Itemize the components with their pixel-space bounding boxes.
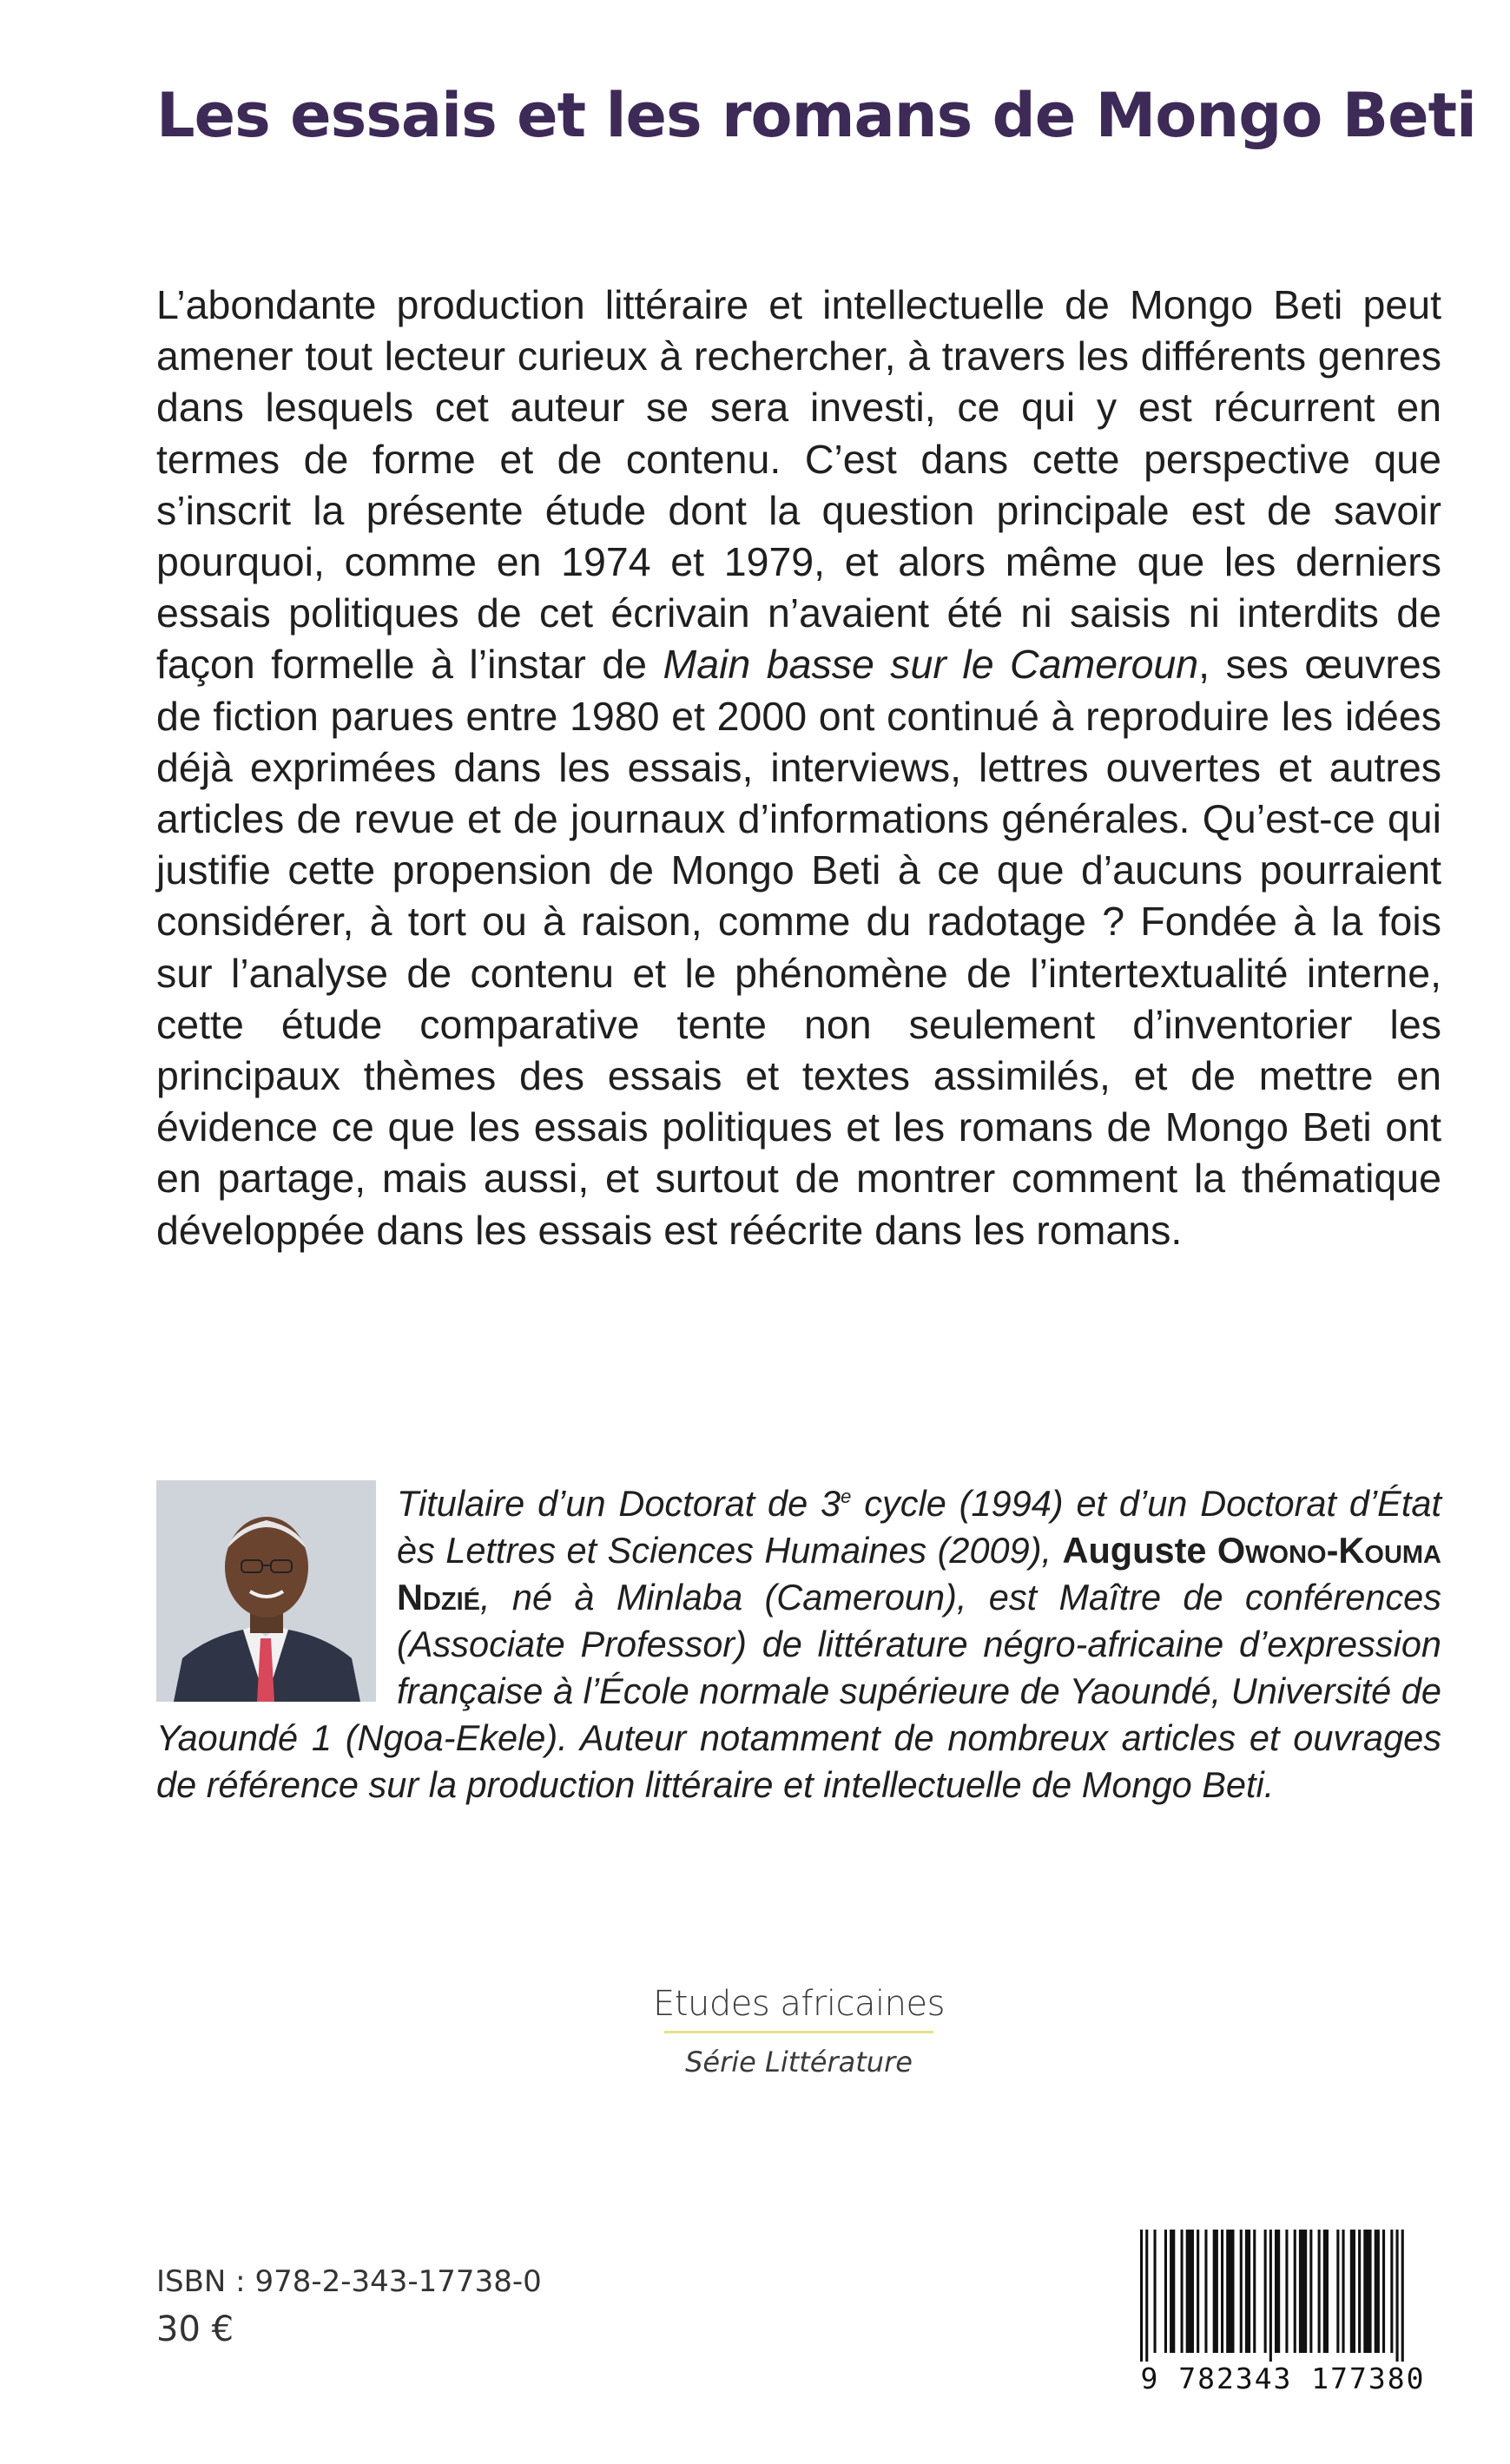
- author-first-name: Auguste: [1062, 1529, 1207, 1571]
- price: 30 €: [156, 2309, 234, 2349]
- barcode-bar: [1318, 2230, 1321, 2353]
- series-subseries: Série Littérature: [685, 2046, 913, 2079]
- barcode-bar: [1140, 2230, 1143, 2362]
- barcode-bars: [1124, 2223, 1441, 2362]
- barcode-bar: [1164, 2230, 1167, 2353]
- barcode-bar: [1154, 2230, 1157, 2353]
- barcode-bar: [1342, 2230, 1345, 2353]
- barcode-bar: [1170, 2230, 1175, 2353]
- barcode-bar: [1204, 2230, 1207, 2353]
- barcode-bar: [1323, 2230, 1329, 2353]
- barcode-bar: [1145, 2230, 1148, 2362]
- summary-text-part2: , ses œuvres de fiction parues entre 1980 et 2000 ont continué à reproduire les idées déjà exprimées dans les essais, interviews, lettres ouvertes et autres articles de revue et de journaux d’informations générales. Qu’est-ce qui justifie cette propension de Mongo Beti à ce que d’aucuns pourraient considérer, à tort ou à raison, comme du radotage ? Fondée à la fois sur l’analyse de contenu et le phénomène de l’intertextualité interne, cette étude comparative tente non seulement d’inventorier les principaux thèmes des essais et textes assimilés, et de mettre en évidence ce que les essais politiques et les romans de Mongo Beti ont en partage, mais aussi, et surtout de montrer comment la thématique développée dans les essais est réécrite dans les romans.: [156, 642, 1442, 1253]
- book-summary: [156, 280, 1441, 1256]
- barcode: [1124, 2223, 1441, 2396]
- barcode-bar: [1275, 2230, 1280, 2353]
- barcode-bar: [1186, 2230, 1194, 2353]
- author-last-name: Owono-Kouma Ndzié: [397, 1529, 1441, 1617]
- summary-cited-title: Main basse sur le Cameroun: [663, 642, 1199, 688]
- bio-text-part3: , né à Minlaba (Cameroun), est Maître de conférences (Associate Professor) de littérature négro-africaine d’expression française à l’École normale supérieure de Yaoundé, Université de Yaoundé 1 (Ngoa-Ekele). Auteur notamment de nombreux articles et ouvrages de référence sur la production littéraire et intellectuelle de Mongo Beti.: [156, 1576, 1441, 1805]
- book-title: Les essais et les romans de Mongo Beti: [156, 80, 1477, 151]
- summary-text-part1: L’abondante production littéraire et intellectuelle de Mongo Beti peut amener tout lecteur curieux à rechercher, à travers les différents genres dans lesquels cet auteur se sera investi, ce qui y est récurrent en termes de forme et de contenu. C’est dans cette perspective que s’inscrit la présente étude dont la question principale est de savoir pourquoi, comme en 1974 et 1979, et alors même que les derniers essais politiques de cet écrivain n’avaient été ni saisis ni interdits de façon formelle à l’instar de: [156, 282, 1441, 688]
- photo-spacer: [156, 1473, 397, 1699]
- barcode-bar: [1390, 2230, 1393, 2353]
- barcode-bar: [1294, 2230, 1296, 2353]
- barcode-bar: [1382, 2230, 1385, 2353]
- barcode-bar: [1375, 2230, 1380, 2353]
- barcode-bar: [1245, 2230, 1250, 2353]
- barcode-bar: [1363, 2230, 1371, 2353]
- series-name: Etudes africaines: [653, 1984, 945, 2024]
- bio-superscript: e: [841, 1486, 852, 1507]
- barcode-bar: [1226, 2230, 1234, 2353]
- barcode-bar: [1358, 2230, 1361, 2353]
- barcode-bar: [1285, 2230, 1288, 2353]
- barcode-bar: [1299, 2230, 1307, 2353]
- barcode-bar: [1269, 2230, 1272, 2362]
- author-biography: [156, 1473, 1441, 1808]
- series-logo: [625, 1984, 973, 2079]
- barcode-bar: [1221, 2230, 1223, 2353]
- isbn: ISBN : 978-2-343-17738-0: [156, 2264, 542, 2299]
- barcode-bar: [1336, 2230, 1339, 2353]
- barcode-bar: [1253, 2230, 1256, 2353]
- barcode-bar: [1213, 2230, 1218, 2353]
- barcode-digits: 9 782343 177380: [1140, 2362, 1426, 2395]
- bio-text-part2: cycle (1994) et d’un Doctorat d’État ès Lettres et Sciences Humaines (2009),: [397, 1482, 1441, 1571]
- barcode-bar: [1309, 2230, 1312, 2353]
- barcode-bar: [1396, 2230, 1399, 2362]
- series-divider: [664, 2031, 933, 2033]
- barcode-bar: [1181, 2230, 1184, 2353]
- barcode-bar: [1197, 2230, 1199, 2353]
- barcode-bar: [1401, 2230, 1404, 2362]
- barcode-bar: [1264, 2230, 1267, 2353]
- barcode-bar: [1240, 2230, 1243, 2353]
- barcode-bar: [1350, 2230, 1355, 2353]
- bio-text-part1: Titulaire d’un Doctorat de 3: [397, 1482, 841, 1524]
